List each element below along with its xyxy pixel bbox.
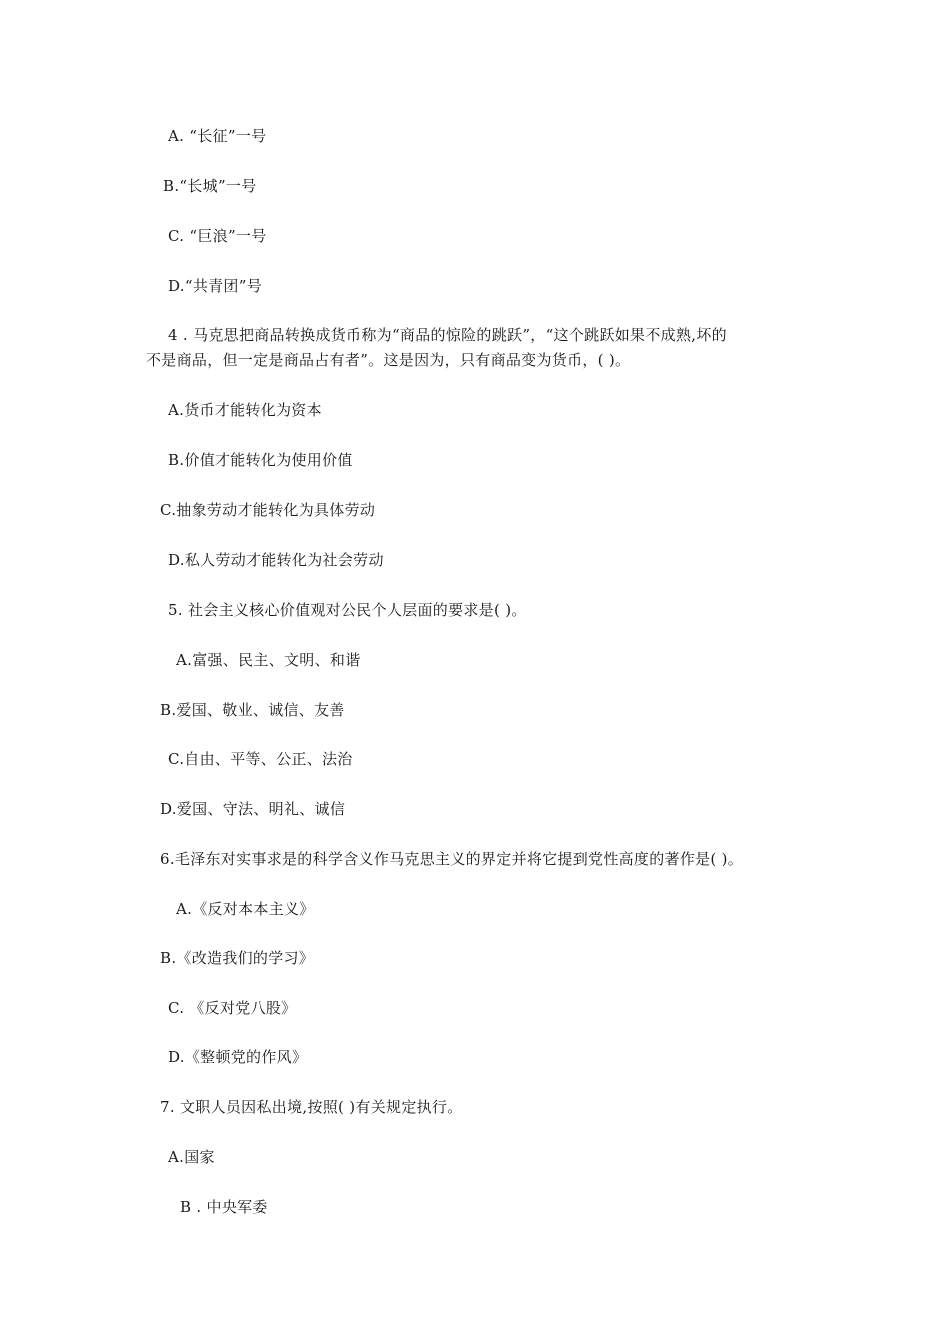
q3-option-c: C. “巨浪”一号 [168,227,267,245]
q4-stem-line2: 不是商品，但一定是商品占有者”。这是因为，只有商品变为货币，( )。 [146,351,631,369]
q7-stem: 7. 文职人员因私出境,按照( )有关规定执行。 [160,1098,463,1116]
q5-option-c: C.自由、平等、公正、法治 [168,750,353,768]
q6-option-b: B.《改造我们的学习》 [160,949,315,967]
q4-option-a: A.货币才能转化为资本 [168,401,322,419]
q7-option-b: B . 中央军委 [180,1198,268,1216]
q3-option-b: B.“长城”一号 [163,177,257,195]
q5-option-d: D.爱国、守法、明礼、诚信 [160,800,346,818]
q7-option-a: A.国家 [168,1148,215,1166]
q6-option-d: D.《整顿党的作风》 [168,1048,308,1066]
q5-stem: 5. 社会主义核心价值观对公民个人层面的要求是( )。 [168,601,527,619]
q3-option-a: A. “长征”一号 [168,127,267,145]
q4-stem-line1: 4 . 马克思把商品转换成货币称为“商品的惊险的跳跃”，“这个跳跃如果不成熟,坏的 [168,326,727,344]
q6-stem: 6.毛泽东对实事求是的科学含义作马克思主义的界定并将它提到党性高度的著作是( )。 [160,850,744,868]
q5-option-b: B.爱国、敬业、诚信、友善 [160,701,345,719]
q6-option-a: A.《反对本本主义》 [176,900,315,918]
q6-option-c: C. 《反对党八股》 [168,999,297,1017]
q3-option-d: D.“共青团”号 [168,277,262,295]
q4-option-b: B.价值才能转化为使用价值 [168,451,353,469]
q5-option-a: A.富强、民主、文明、和谐 [176,651,361,669]
q4-option-d: D.私人劳动才能转化为社会劳动 [168,551,384,569]
q4-option-c: C.抽象劳动才能转化为具体劳动 [160,501,376,519]
